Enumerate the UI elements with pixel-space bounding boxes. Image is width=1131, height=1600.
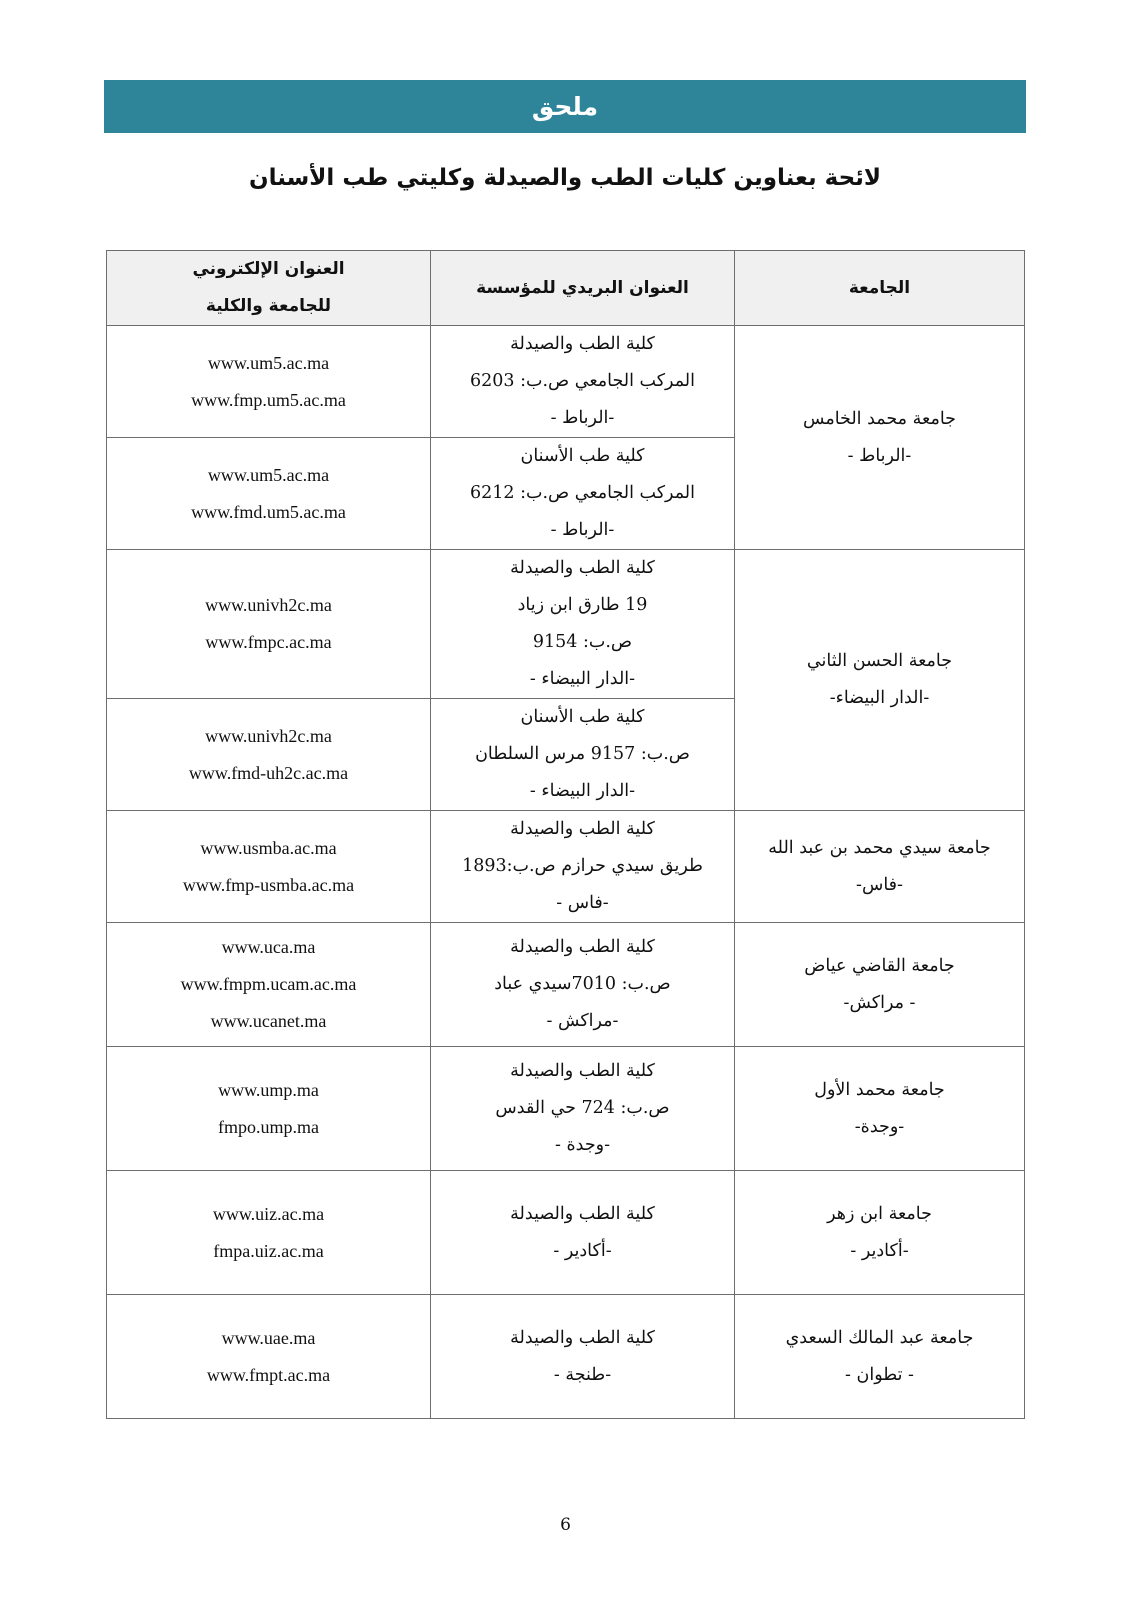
website-link[interactable]: www.uiz.ac.ma: [212, 1203, 325, 1224]
university-name: جامعة محمد الخامس: [803, 408, 956, 429]
postal-address-line: ص.ب: 7010سيدي عباد: [494, 974, 671, 994]
postal-address-line: كلية الطب والصيدلة: [510, 1327, 655, 1348]
university-cell: [735, 326, 1025, 550]
table-row: [107, 326, 1025, 438]
postal-address-line: -الرباط -: [550, 408, 615, 428]
website-cell: [107, 699, 431, 811]
website-link[interactable]: www.ucanet.ma: [210, 1011, 327, 1031]
website-link[interactable]: www.um5.ac.ma: [207, 352, 330, 373]
postal-address-cell: [431, 811, 735, 923]
university-name: جامعة ابن زهر: [827, 1203, 932, 1224]
university-cell: [735, 1171, 1025, 1295]
postal-address-line: كلية الطب والصيدلة: [510, 558, 655, 578]
university-name: جامعة محمد الأول: [814, 1079, 945, 1100]
university-cell: [735, 1295, 1025, 1419]
website-link[interactable]: www.fmp.um5.ac.ma: [191, 389, 346, 410]
postal-address-line: المركب الجامعي ص.ب: 6212: [469, 483, 696, 503]
website-cell: [107, 326, 431, 438]
postal-address-cell: [431, 699, 735, 811]
header-university: الجامعة: [735, 251, 1025, 326]
postal-address-line: ص.ب: 9157 مرس السلطان: [475, 744, 690, 764]
postal-address-line: طريق سيدي حرازم ص.ب:1893: [462, 856, 703, 876]
postal-address-line: كلية الطب والصيدلة: [510, 1061, 655, 1081]
postal-address-line: المركب الجامعي ص.ب: 6203: [469, 371, 696, 391]
university-cell: [735, 550, 1025, 811]
table-row: [107, 1171, 1025, 1295]
website-link[interactable]: fmpo.ump.ma: [218, 1116, 319, 1137]
header-postal-address: العنوان البريدي للمؤسسة: [431, 251, 735, 326]
table-row: [107, 1295, 1025, 1419]
postal-address-line: كلية طب الأسنان: [520, 446, 645, 466]
website-link[interactable]: www.fmpt.ac.ma: [206, 1364, 331, 1385]
website-link[interactable]: www.uae.ma: [221, 1327, 316, 1348]
table-row: [107, 550, 1025, 699]
website-link[interactable]: www.um5.ac.ma: [207, 464, 330, 485]
university-name: جامعة القاضي عياض: [804, 955, 955, 976]
university-city: -وجدة-: [854, 1116, 905, 1137]
postal-address-line: ص.ب: 9154: [532, 632, 633, 652]
postal-address-line: -مراكش -: [546, 1011, 619, 1031]
postal-address-line: -الدار البيضاء -: [529, 669, 636, 689]
postal-address-cell: [431, 1171, 735, 1295]
website-link[interactable]: www.fmpm.ucam.ac.ma: [180, 974, 357, 994]
postal-address-line: -الرباط -: [550, 520, 615, 540]
table-row: [107, 1047, 1025, 1171]
university-city: -الرباط -: [847, 445, 912, 466]
postal-address-line: -وجدة -: [554, 1135, 610, 1155]
postal-address-cell: [431, 326, 735, 438]
university-city: -فاس-: [856, 874, 903, 895]
banner-title: ملحق: [531, 92, 599, 121]
postal-address-line: كلية الطب والصيدلة: [510, 819, 655, 839]
postal-address-cell: [431, 923, 735, 1047]
website-cell: [107, 811, 431, 923]
website-link[interactable]: www.ump.ma: [218, 1079, 319, 1100]
website-link[interactable]: www.fmd.um5.ac.ma: [191, 501, 346, 522]
university-name: جامعة سيدي محمد بن عبد الله: [768, 837, 991, 858]
website-link[interactable]: www.usmba.ac.ma: [200, 837, 337, 858]
website-link[interactable]: www.univh2c.ma: [205, 725, 332, 746]
website-link[interactable]: fmpa.uiz.ac.ma: [213, 1240, 324, 1261]
postal-address-cell: [431, 1295, 735, 1419]
university-city: -الدار البيضاء-: [829, 688, 930, 708]
website-link[interactable]: www.fmpc.ac.ma: [205, 632, 332, 652]
header-email-line2: للجامعة والكلية: [205, 296, 332, 316]
website-cell: [107, 1047, 431, 1171]
university-city: - مراكش-: [843, 992, 916, 1013]
page-number: 6: [560, 1515, 571, 1535]
postal-address-cell: [431, 550, 735, 699]
document-subtitle: لائحة بعناوين كليات الطب والصيدلة وكليتي طب الأسنان: [249, 165, 881, 191]
postal-address-line: كلية الطب والصيدلة: [510, 937, 655, 957]
postal-address-cell: [431, 1047, 735, 1171]
postal-address-cell: [431, 438, 735, 550]
header-email-address: [107, 251, 431, 326]
website-cell: [107, 438, 431, 550]
university-cell: [735, 1047, 1025, 1171]
website-cell: [107, 550, 431, 699]
table-row: [107, 811, 1025, 923]
header-email-line1: العنوان الإلكتروني: [192, 259, 345, 279]
website-link[interactable]: www.uca.ma: [221, 937, 316, 957]
table-row: [107, 923, 1025, 1047]
university-cell: [735, 923, 1025, 1047]
postal-address-line: -أكادير -: [553, 1240, 612, 1261]
postal-address-line: كلية الطب والصيدلة: [510, 1203, 655, 1224]
faculties-table: [106, 250, 1025, 1419]
postal-address-line: كلية طب الأسنان: [520, 707, 645, 727]
table-header-row: [107, 251, 1025, 326]
postal-address-line: 19 طارق ابن زياد: [517, 595, 648, 615]
website-cell: [107, 1171, 431, 1295]
university-name: جامعة الحسن الثاني: [806, 651, 953, 671]
postal-address-line: -فاس -: [556, 893, 609, 913]
university-name: جامعة عبد المالك السعدي: [785, 1327, 974, 1348]
postal-address-line: -طنجة -: [553, 1364, 612, 1385]
university-cell: [735, 811, 1025, 923]
section-banner: [104, 80, 1026, 133]
postal-address-line: كلية الطب والصيدلة: [510, 334, 655, 354]
postal-address-line: ص.ب: 724 حي القدس: [495, 1098, 670, 1118]
website-cell: [107, 923, 431, 1047]
postal-address-line: -الدار البيضاء -: [529, 781, 636, 801]
website-link[interactable]: www.fmp-usmba.ac.ma: [182, 874, 355, 895]
website-link[interactable]: www.univh2c.ma: [205, 595, 332, 615]
website-cell: [107, 1295, 431, 1419]
website-link[interactable]: www.fmd-uh2c.ac.ma: [188, 762, 349, 783]
university-city: -أكادير -: [850, 1240, 909, 1261]
university-city: - تطوان -: [845, 1364, 914, 1385]
